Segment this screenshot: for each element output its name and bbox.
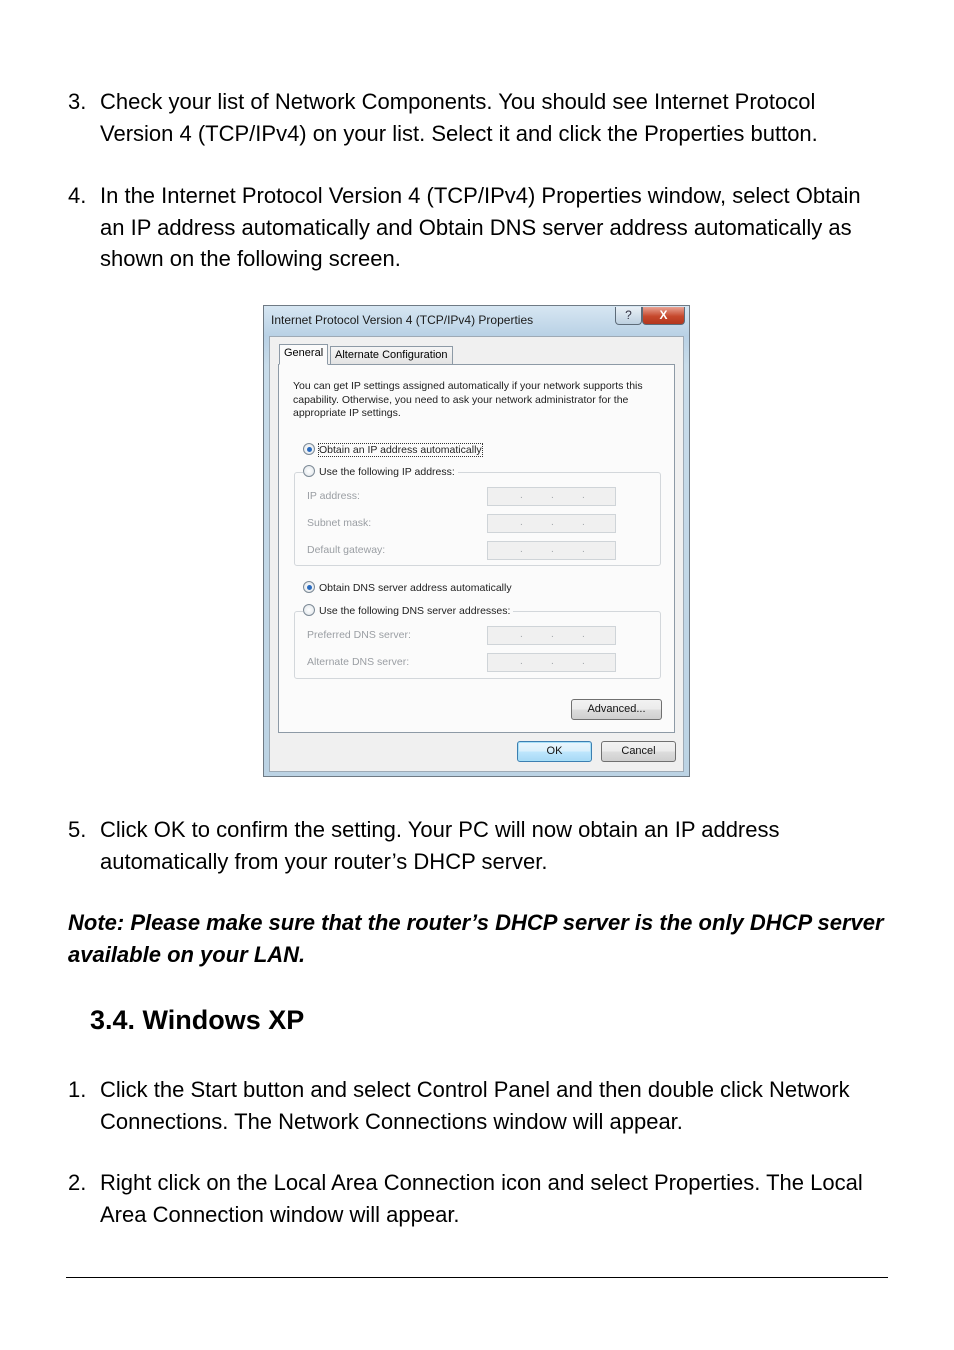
advanced-button[interactable]: Advanced... <box>571 699 662 720</box>
alternate-dns-field[interactable]: . . . <box>487 653 616 672</box>
step-text: Click the Start button and select Control Panel and then double click Network Connections. The Network Connections window will appear. <box>100 1077 850 1134</box>
ok-button[interactable]: OK <box>517 741 592 762</box>
step-number: 2. <box>68 1170 87 1195</box>
radio-label: Obtain DNS server address automatically <box>319 582 512 594</box>
step-4 <box>68 180 888 275</box>
default-gateway-field[interactable]: . . . <box>487 541 616 560</box>
radio-selected-icon <box>303 581 315 593</box>
tcpip-properties-dialog <box>263 305 690 777</box>
radio-unselected-icon <box>303 604 315 616</box>
step-3 <box>68 86 888 149</box>
step-text: In the Internet Protocol Version 4 (TCP/IPv4) Properties window, select Obtain an IP address automatically and Obtain DNS server address automatically as shown on the following screen. <box>100 183 861 271</box>
step-text: Right click on the Local Area Connection icon and select Properties. The Local Area Connection window will appear. <box>100 1170 863 1227</box>
subnet-mask-field[interactable]: . . . <box>487 514 616 533</box>
ip-address-field[interactable]: . . . <box>487 487 616 506</box>
preferred-dns-label: Preferred DNS server: <box>307 629 411 641</box>
step-number: 4. <box>68 183 87 208</box>
note-text: Note: Please make sure that the router’s DHCP server is the only DHCP server available on your LAN. <box>68 910 884 967</box>
radio-selected-icon <box>303 443 315 455</box>
ip-address-label: IP address: <box>307 490 360 502</box>
step-text: Click OK to confirm the setting. Your PC will now obtain an IP address automatically from your router’s DHCP server. <box>100 817 780 874</box>
step-2 <box>68 1167 888 1230</box>
step-number: 5. <box>68 817 87 842</box>
radio-label: Use the following IP address: <box>319 466 455 478</box>
general-tab-panel <box>278 364 675 733</box>
dialog-client-area <box>269 336 684 772</box>
tab-alternate-configuration[interactable]: Alternate Configuration <box>330 346 453 365</box>
subnet-mask-label: Subnet mask: <box>307 517 372 529</box>
step-text: Check your list of Network Components. You should see Internet Protocol Version 4 (TCP/IPv4) on your list. Select it and click the Properties button. <box>100 89 818 146</box>
use-dns-radio[interactable] <box>303 604 513 617</box>
radio-label: Use the following DNS server addresses: <box>319 605 511 617</box>
description-text: You can get IP settings assigned automatically if your network supports this capability. Otherwise, you need to ask your network administrator for the appropriate IP settings. <box>293 380 643 419</box>
radio-unselected-icon <box>303 465 315 477</box>
cancel-button[interactable]: Cancel <box>601 741 676 762</box>
footer-divider <box>66 1277 888 1278</box>
default-gateway-label: Default gateway: <box>307 544 386 556</box>
alternate-dns-label: Alternate DNS server: <box>307 656 410 668</box>
step-1 <box>68 1074 888 1137</box>
step-number: 3. <box>68 89 87 114</box>
preferred-dns-field[interactable]: . . . <box>487 626 616 645</box>
radio-label: Obtain an IP address automatically <box>319 444 482 456</box>
tab-general[interactable]: General <box>279 344 328 365</box>
obtain-ip-radio[interactable] <box>303 443 482 456</box>
use-ip-radio[interactable] <box>303 465 458 478</box>
help-button[interactable]: ? <box>615 307 642 325</box>
dialog-title: Internet Protocol Version 4 (TCP/IPv4) Properties <box>271 313 534 327</box>
section-heading: 3.4. Windows XP <box>90 1005 305 1035</box>
obtain-dns-radio[interactable] <box>303 581 512 594</box>
step-5 <box>68 814 888 877</box>
close-button[interactable]: X <box>642 307 685 325</box>
step-number: 1. <box>68 1077 87 1102</box>
